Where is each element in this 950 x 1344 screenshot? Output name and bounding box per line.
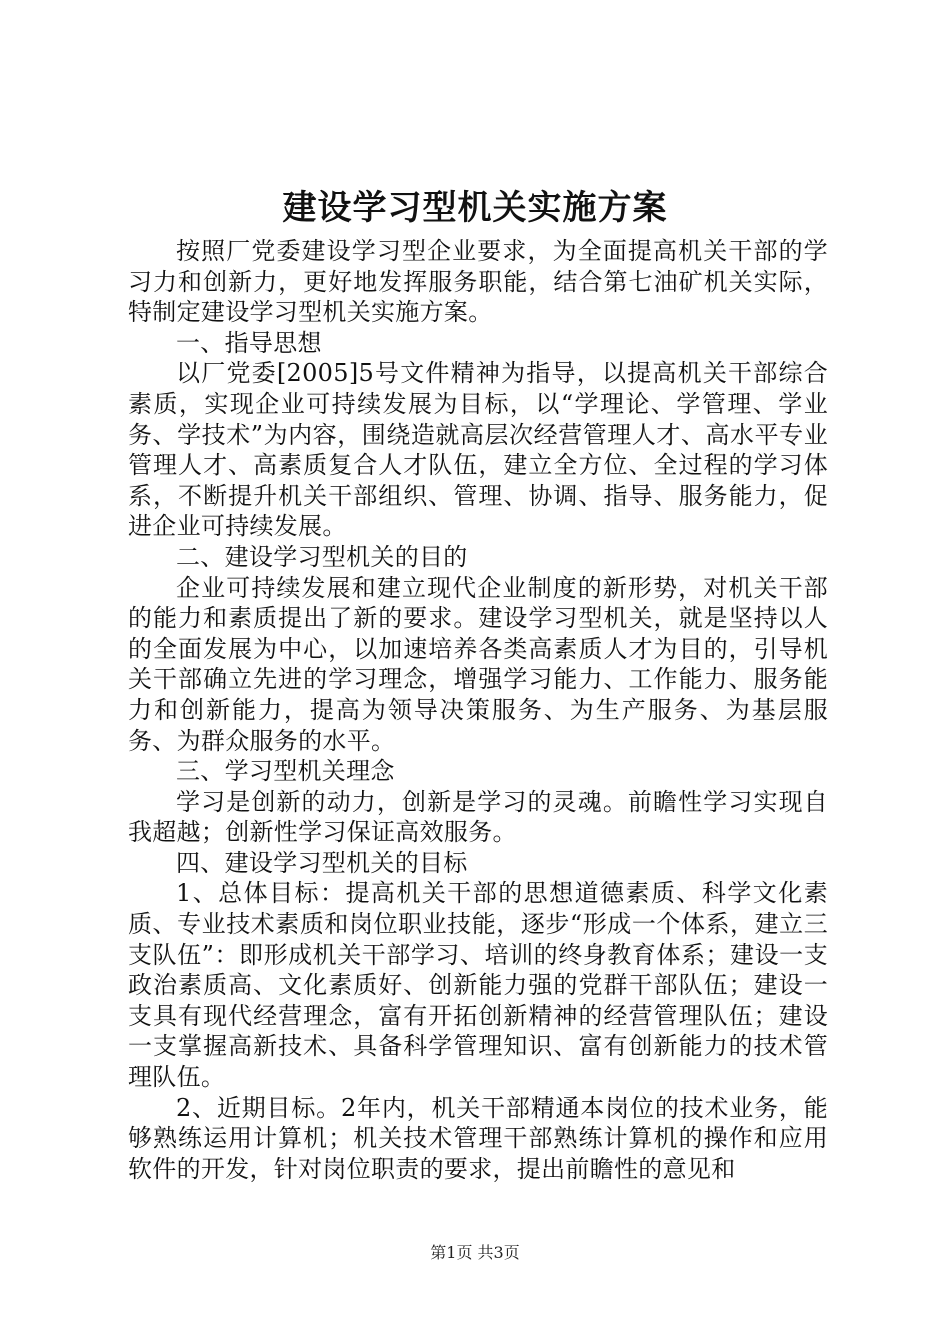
concept-paragraph: 学习是创新的动力，创新是学习的灵魂。前瞻性学习实现自我超越；创新性学习保证高效服务。 — [128, 787, 828, 847]
section-heading-guiding-ideology: 一、指导思想 — [176, 328, 322, 357]
overall-goal-paragraph: 1、总体目标：提高机关干部的思想道德素质、科学文化素质、专业技术素质和岗位职业技能，逐步“形成一个体系，建立三支队伍”：即形成机关干部学习、培训的终身教育体系；建设一支政治素质高、文化素质好、创新能力强的党群干部队伍；建设一支具有现代经营理念，富有开拓创新精神的经营管理队伍；建设一支掌握高新技术、具备科学管理知识、富有创新能力的技术管理队伍。 — [128, 879, 828, 1092]
section-heading-concept: 三、学习型机关理念 — [176, 757, 395, 786]
intro-paragraph: 按照厂党委建设学习型企业要求，为全面提高机关干部的学习力和创新力，更好地发挥服务职能，结合第七油矿机关实际，特制定建设学习型机关实施方案。 — [128, 237, 828, 327]
near-term-goal-paragraph: 2、近期目标。2年内，机关干部精通本岗位的技术业务，能够熟练运用计算机；机关技术管理干部熟练计算机的操作和应用软件的开发，针对岗位职责的要求，提出前瞻性的意见和 — [128, 1093, 828, 1183]
section-heading-goals: 四、建设学习型机关的目标 — [176, 848, 468, 877]
document-body — [128, 236, 828, 1184]
purpose-paragraph: 企业可持续发展和建立现代企业制度的新形势，对机关干部的能力和素质提出了新的要求。建设学习型机关，就是坚持以人的全面发展为中心，以加速培养各类高素质人才为目的，引导机关干部确立先进的学习理念，增强学习能力、工作能力、服务能力和创新能力，提高为领导决策服务、为生产服务、为基层服务、为群众服务的水平。 — [128, 573, 828, 755]
guiding-ideology-paragraph: 以厂党委[2005]5号文件精神为指导，以提高机关干部综合素质，实现企业可持续发展为目标，以“学理论、学管理、学业务、学技术”为内容，围绕造就高层次经营管理人才、高水平专业管理人才、高素质复合人才队伍，建立全方位、全过程的学习体系，不断提升机关干部组织、管理、协调、指导、服务能力，促进企业可持续发展。 — [128, 359, 828, 541]
document-title: 建设学习型机关实施方案 — [282, 188, 668, 228]
section-heading-purpose: 二、建设学习型机关的目的 — [176, 542, 468, 571]
page-footer: 第1页 共3页 — [430, 1243, 520, 1262]
